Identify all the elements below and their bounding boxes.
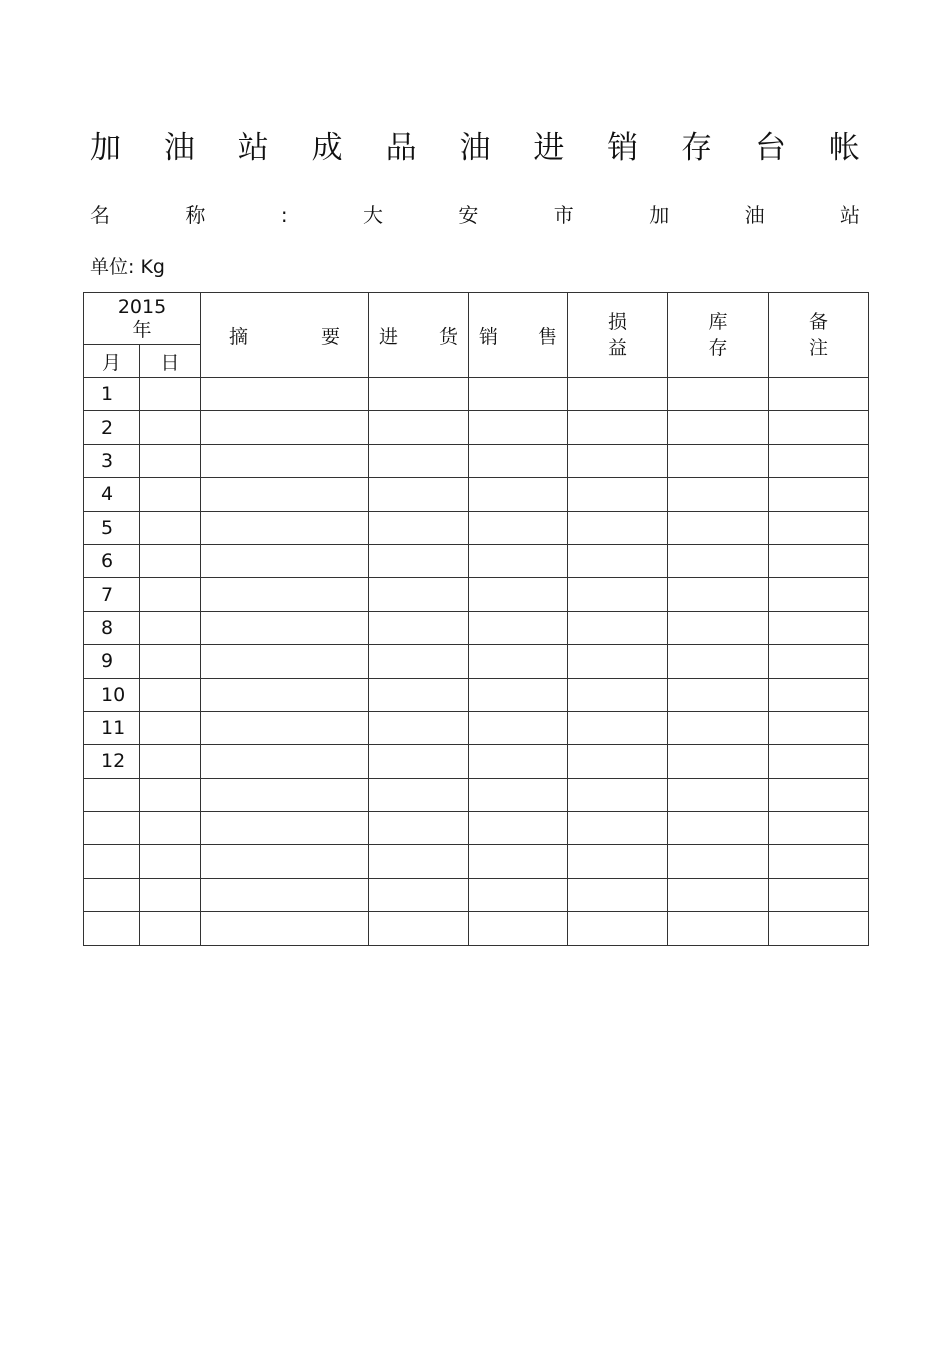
stock-cell — [668, 812, 769, 845]
remark-header-char: 备 — [809, 311, 829, 333]
summary-cell — [201, 478, 369, 511]
sales-cell — [469, 578, 568, 611]
purchase-cell — [369, 845, 469, 878]
month-cell: 4 — [84, 478, 140, 511]
summary-cell — [201, 878, 369, 911]
station-name-line — [90, 201, 860, 229]
ledger-row — [84, 912, 869, 945]
remark-cell — [769, 878, 869, 911]
day-header: 日 — [140, 345, 201, 378]
name-char: 站 — [840, 203, 860, 227]
day-cell — [140, 411, 201, 444]
remark-cell — [769, 912, 869, 945]
stock-cell — [668, 878, 769, 911]
remark-cell — [769, 778, 869, 811]
title-char: 加 — [90, 129, 121, 166]
stock-header — [668, 293, 769, 378]
month-cell: 2 — [84, 411, 140, 444]
purchase-cell — [369, 544, 469, 577]
summary-cell — [201, 611, 369, 644]
sales-cell — [469, 711, 568, 744]
ledger-row — [84, 812, 869, 845]
ledger-row — [84, 511, 869, 544]
summary-cell — [201, 444, 369, 477]
month-cell: 7 — [84, 578, 140, 611]
ledger-row — [84, 778, 869, 811]
loss-cell — [568, 745, 668, 778]
ledger-row — [84, 578, 869, 611]
stock-header-char: 存 — [708, 337, 728, 359]
sales-cell — [469, 645, 568, 678]
month-cell — [84, 812, 140, 845]
month-cell: 9 — [84, 645, 140, 678]
remark-cell — [769, 378, 869, 411]
month-cell: 12 — [84, 745, 140, 778]
title-char: 站 — [237, 129, 269, 166]
summary-cell — [201, 912, 369, 945]
remark-cell — [769, 845, 869, 878]
sales-cell — [469, 778, 568, 811]
sales-cell — [469, 912, 568, 945]
name-char: 油 — [744, 203, 765, 227]
title-char: 存 — [681, 129, 713, 166]
stock-cell — [668, 378, 769, 411]
summary-cell — [201, 511, 369, 544]
day-cell — [140, 378, 201, 411]
purchase-cell — [369, 711, 469, 744]
stock-cell — [668, 411, 769, 444]
stock-cell — [668, 578, 769, 611]
stock-cell — [668, 711, 769, 744]
title-char: 台 — [755, 129, 787, 166]
purchase-cell — [369, 411, 469, 444]
purchase-cell — [369, 912, 469, 945]
month-cell: 10 — [84, 678, 140, 711]
summary-cell — [201, 812, 369, 845]
name-char: 名 — [90, 203, 110, 227]
purchase-cell — [369, 378, 469, 411]
sales-cell — [469, 812, 568, 845]
day-cell — [140, 745, 201, 778]
loss-cell — [568, 645, 668, 678]
name-char: 称 — [185, 203, 206, 227]
ledger-row — [84, 444, 869, 477]
remark-cell — [769, 745, 869, 778]
name-char: 大 — [362, 203, 383, 227]
loss-cell — [568, 578, 668, 611]
day-cell — [140, 711, 201, 744]
purchase-cell — [369, 678, 469, 711]
month-cell: 11 — [84, 711, 140, 744]
ledger-row — [84, 711, 869, 744]
month-cell — [84, 845, 140, 878]
day-cell — [140, 845, 201, 878]
ledger-row — [84, 411, 869, 444]
month-cell — [84, 778, 140, 811]
sales-cell — [469, 444, 568, 477]
stock-cell — [668, 912, 769, 945]
ledger-row — [84, 678, 869, 711]
ledger-row — [84, 645, 869, 678]
year-suffix: 年 — [132, 318, 152, 341]
day-cell — [140, 578, 201, 611]
ledger-row — [84, 611, 869, 644]
ledger-body — [84, 378, 869, 946]
remark-cell — [769, 812, 869, 845]
loss-header-char: 损 — [608, 311, 628, 333]
day-cell — [140, 645, 201, 678]
loss-cell — [568, 444, 668, 477]
sales-cell — [469, 544, 568, 577]
loss-cell — [568, 778, 668, 811]
loss-cell — [568, 378, 668, 411]
purchase-cell — [369, 778, 469, 811]
sales-cell — [469, 845, 568, 878]
remark-cell — [769, 511, 869, 544]
title-char: 油 — [163, 129, 195, 166]
title-char: 帐 — [828, 129, 860, 166]
sales-cell — [469, 611, 568, 644]
summary-cell — [201, 378, 369, 411]
purchase-cell — [369, 511, 469, 544]
purchase-cell — [369, 812, 469, 845]
loss-cell — [568, 478, 668, 511]
loss-cell — [568, 812, 668, 845]
sales-cell — [469, 878, 568, 911]
purchase-cell — [369, 578, 469, 611]
ledger-table — [83, 292, 869, 946]
month-cell: 1 — [84, 378, 140, 411]
purchase-cell — [369, 444, 469, 477]
name-char: 加 — [649, 203, 670, 227]
day-cell — [140, 544, 201, 577]
purchase-cell — [369, 478, 469, 511]
name-char: : — [280, 203, 288, 227]
month-cell: 6 — [84, 544, 140, 577]
purchase-cell — [369, 878, 469, 911]
summary-cell — [201, 645, 369, 678]
title-char: 油 — [459, 129, 491, 166]
ledger-row — [84, 845, 869, 878]
remark-cell — [769, 411, 869, 444]
title-char: 销 — [607, 129, 639, 166]
sales-cell — [469, 411, 568, 444]
day-cell — [140, 778, 201, 811]
loss-cell — [568, 544, 668, 577]
summary-cell — [201, 578, 369, 611]
remark-cell — [769, 444, 869, 477]
loss-cell — [568, 611, 668, 644]
summary-cell — [201, 711, 369, 744]
stock-header-char: 库 — [708, 311, 728, 333]
day-cell — [140, 678, 201, 711]
stock-cell — [668, 678, 769, 711]
summary-cell — [201, 678, 369, 711]
purchase-cell — [369, 611, 469, 644]
loss-cell — [568, 878, 668, 911]
stock-cell — [668, 778, 769, 811]
summary-cell — [201, 778, 369, 811]
loss-cell — [568, 845, 668, 878]
remark-cell — [769, 578, 869, 611]
summary-header-char: 要 — [321, 325, 341, 348]
name-char: 安 — [458, 203, 479, 227]
day-cell — [140, 912, 201, 945]
summary-header — [201, 293, 369, 378]
month-cell — [84, 912, 140, 945]
remark-cell — [769, 711, 869, 744]
summary-cell — [201, 544, 369, 577]
sales-cell — [469, 745, 568, 778]
unit-label: 单位: Kg — [90, 256, 165, 278]
day-cell — [140, 478, 201, 511]
summary-cell — [201, 845, 369, 878]
month-cell: 8 — [84, 611, 140, 644]
ledger-row — [84, 878, 869, 911]
day-cell — [140, 812, 201, 845]
day-cell — [140, 511, 201, 544]
month-header: 月 — [84, 345, 140, 378]
month-cell: 5 — [84, 511, 140, 544]
ledger-row — [84, 544, 869, 577]
summary-cell — [201, 411, 369, 444]
sales-cell — [469, 378, 568, 411]
day-cell — [140, 878, 201, 911]
year-header — [84, 293, 201, 345]
stock-cell — [668, 611, 769, 644]
loss-cell — [568, 678, 668, 711]
stock-cell — [668, 645, 769, 678]
summary-header-char: 摘 — [229, 325, 249, 348]
sales-header-char: 销 — [479, 325, 499, 348]
month-cell — [84, 878, 140, 911]
remark-cell — [769, 544, 869, 577]
remark-cell — [769, 611, 869, 644]
purchase-header-char: 货 — [439, 325, 459, 348]
summary-cell — [201, 745, 369, 778]
sales-cell — [469, 678, 568, 711]
name-char: 市 — [553, 203, 574, 227]
stock-cell — [668, 511, 769, 544]
loss-cell — [568, 711, 668, 744]
loss-cell — [568, 411, 668, 444]
loss-cell — [568, 912, 668, 945]
loss-header — [568, 293, 668, 378]
stock-cell — [668, 478, 769, 511]
ledger-row — [84, 478, 869, 511]
stock-cell — [668, 845, 769, 878]
purchase-cell — [369, 745, 469, 778]
year-value: 2015 — [117, 295, 167, 318]
document-title — [90, 126, 860, 170]
loss-header-char: 益 — [608, 337, 628, 359]
loss-cell — [568, 511, 668, 544]
remark-header — [769, 293, 869, 378]
sales-header — [469, 293, 568, 378]
sales-header-char: 售 — [538, 325, 558, 348]
stock-cell — [668, 444, 769, 477]
purchase-header-char: 进 — [379, 325, 399, 348]
remark-cell — [769, 645, 869, 678]
sales-cell — [469, 478, 568, 511]
title-char: 进 — [533, 129, 565, 166]
remark-cell — [769, 478, 869, 511]
remark-cell — [769, 678, 869, 711]
purchase-header — [369, 293, 469, 378]
purchase-cell — [369, 645, 469, 678]
title-char: 品 — [385, 129, 417, 166]
month-cell: 3 — [84, 444, 140, 477]
remark-header-char: 注 — [809, 337, 829, 359]
ledger-row — [84, 745, 869, 778]
day-cell — [140, 444, 201, 477]
title-char: 成 — [311, 129, 343, 166]
day-cell — [140, 611, 201, 644]
stock-cell — [668, 745, 769, 778]
ledger-row — [84, 378, 869, 411]
sales-cell — [469, 511, 568, 544]
stock-cell — [668, 544, 769, 577]
